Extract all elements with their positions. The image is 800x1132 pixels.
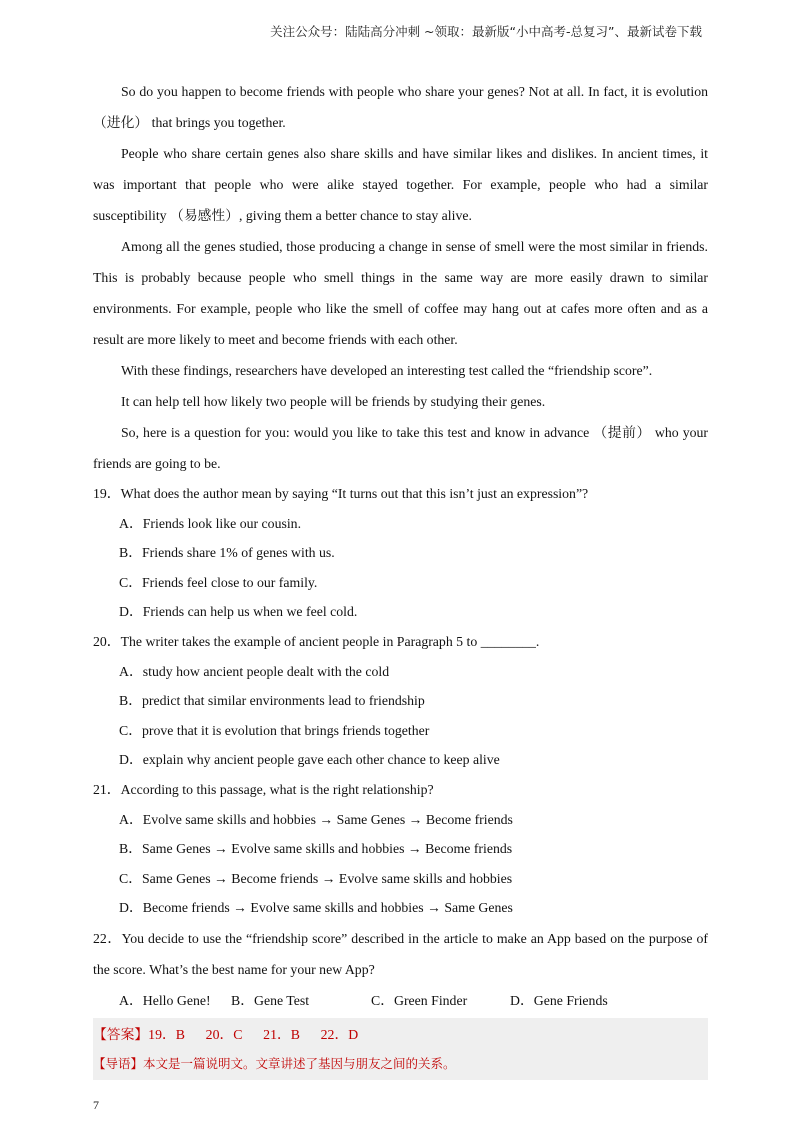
option-b: B．Gene Test (231, 992, 310, 1008)
question-stem: 20．The writer takes the example of ancient people in Paragraph 5 to ________. (93, 633, 540, 649)
option-d: D．Friends can help us when we feel cold. (119, 604, 358, 620)
options-row (93, 985, 708, 1016)
paragraph: It can help tell how likely two people will be friends by studying their genes. (121, 394, 546, 409)
option-b: B．predict that similar environments lead to friendship (119, 693, 425, 709)
question-22 (93, 923, 708, 1016)
option-a: A．Evolve same skills and hobbies → Same Genes → Become friends (119, 811, 513, 827)
question-20 (93, 627, 708, 775)
option-a: A．study how ancient people dealt with the cold (119, 663, 390, 679)
document-body (93, 76, 708, 1080)
option-d: D．explain why ancient people gave each other chance to keep alive (119, 752, 500, 768)
paragraph: So do you happen to become friends with people who share your genes? Not at all. In fact, it is evolution （进化） that brings you together. (93, 84, 708, 130)
option-c: C．prove that it is evolution that brings friends together (119, 722, 430, 738)
option-a: A．Hello Gene! (119, 992, 211, 1008)
option-d: D．Become friends → Evolve same skills and hobbies → Same Genes (119, 900, 513, 916)
option-a: A．Friends look like our cousin. (119, 515, 302, 531)
option-b: B．Friends share 1% of genes with us. (119, 545, 335, 561)
option-c: C．Friends feel close to our family. (119, 574, 318, 590)
paragraph: So, here is a question for you: would you like to take this test and know in advance （提前） who your friends are going to be. (93, 425, 708, 471)
option-c: C．Same Genes → Become friends → Evolve same skills and hobbies (119, 870, 513, 886)
page-header: 关注公众号：陆陆高分冲刺 ~领取：最新版“小中高考-总复习”、最新试卷下载 (270, 24, 702, 39)
guide-text: 【导语】本文是一篇说明文。文章讲述了基因与朋友之间的关系。 (93, 1055, 456, 1071)
question-21 (93, 775, 708, 923)
question-19 (93, 479, 708, 627)
page-number: 7 (93, 1098, 99, 1112)
option-b: B．Same Genes → Evolve same skills and hobbies → Become friends (119, 841, 513, 857)
paragraph: Among all the genes studied, those producing a change in sense of smell were the most similar in friends. This is probably because people who smell things in the same way are more easily drawn to similar environments. For example, people who like the smell of coffee may hang out at cafes more often and as a result are more likely to meet and become friends with each other. (93, 239, 708, 347)
question-stem: 22．You decide to use the “friendship score” described in the article to make an App based on the purpose of the score. What’s the best name for your new App? (93, 930, 708, 977)
question-stem: 21．According to this passage, what is the right relationship? (93, 781, 434, 797)
option-d: D．Gene Friends (510, 992, 608, 1008)
answer-key: 【答案】19．B 20．C 21．B 22．D (93, 1026, 359, 1042)
option-c: C．Green Finder (371, 992, 468, 1008)
paragraph: People who share certain genes also share skills and have similar likes and dislikes. In ancient times, it was important that people who were alike stayed together. For example, people who had a similar susceptibility （易感性）, giving them a better chance to stay alive. (93, 146, 708, 223)
paragraph: With these findings, researchers have developed an interesting test called the “friendship score”. (121, 363, 653, 378)
answer-box (93, 1018, 708, 1080)
question-stem: 19．What does the author mean by saying “It turns out that this isn’t just an expression”? (93, 486, 589, 501)
